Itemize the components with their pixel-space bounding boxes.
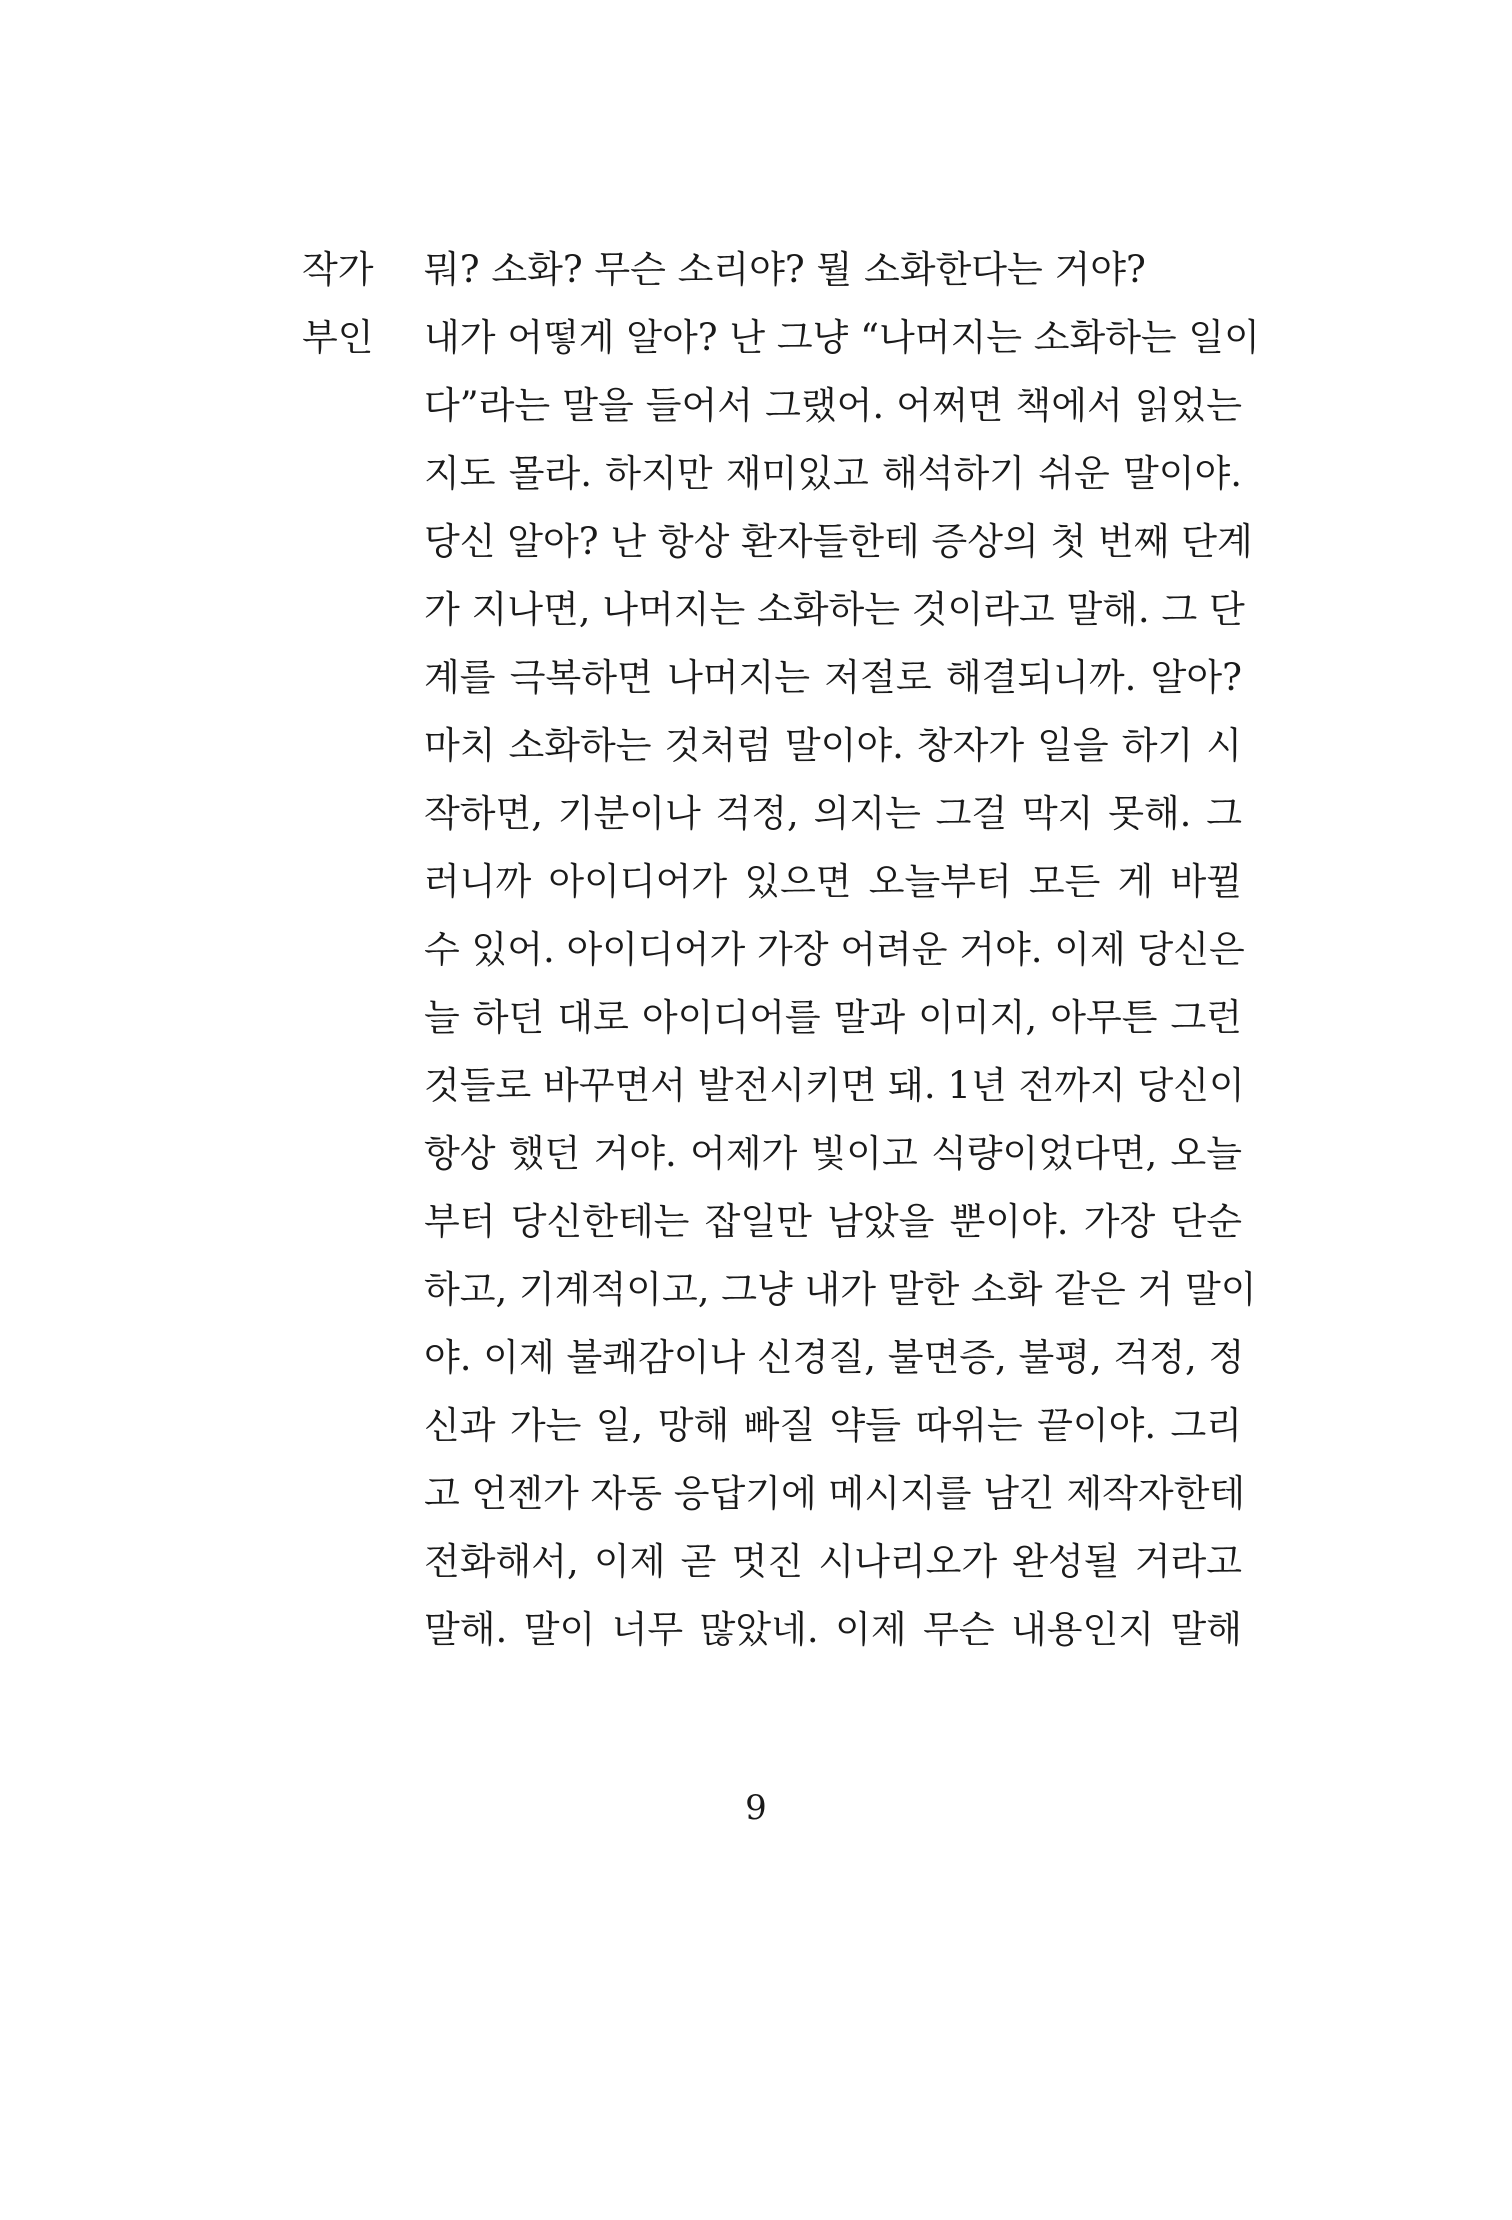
text-line: 신과 가는 일, 망해 빠질 약들 따위는 끝이야. 그리 (424, 1404, 1242, 1447)
text-line: 항상 했던 거야. 어제가 빛이고 식량이었다면, 오늘 (424, 1132, 1242, 1175)
text-line: 다”라는 말을 들어서 그랬어. 어쩌면 책에서 읽었는 (424, 384, 1242, 427)
text-line: 내가 어떻게 알아? 난 그냥 “나머지는 소화하는 일이 (424, 316, 1260, 359)
text-line: 하고, 기계적이고, 그냥 내가 말한 소화 같은 거 말이 (424, 1268, 1257, 1311)
text-line: 것들로 바꾸면서 발전시키면 돼. 1년 전까지 당신이 (424, 1064, 1245, 1107)
text-line: 수 있어. 아이디어가 가장 어려운 거야. 이제 당신은 (424, 928, 1245, 971)
text-line: 고 언젠가 자동 응답기에 메시지를 남긴 제작자한테 (424, 1472, 1246, 1515)
text-line: 전화해서, 이제 곧 멋진 시나리오가 완성될 거라고 (424, 1540, 1242, 1583)
page-number: 9 (745, 1788, 767, 1828)
speech-wife (302, 304, 1260, 1664)
text-line: 작하면, 기분이나 걱정, 의지는 그걸 막지 못해. 그 (424, 792, 1242, 835)
text-line: 늘 하던 대로 아이디어를 말과 이미지, 아무튼 그런 (424, 996, 1242, 1039)
speaker-label: 작가 (302, 248, 374, 291)
speech-writer (302, 236, 1242, 304)
text-line: 뭐? 소화? 무슨 소리야? 뭘 소화한다는 거야? (424, 248, 1146, 291)
text-line: 계를 극복하면 나머지는 저절로 해결되니까. 알아? (424, 656, 1242, 699)
text-line: 부터 당신한테는 잡일만 남았을 뿐이야. 가장 단순 (424, 1200, 1242, 1243)
text-line: 당신 알아? 난 항상 환자들한테 증상의 첫 번째 단계 (424, 520, 1253, 563)
speech-text (424, 304, 1260, 1664)
text-line: 가 지나면, 나머지는 소화하는 것이라고 말해. 그 단 (424, 588, 1245, 631)
text-line: 말해. 말이 너무 많았네. 이제 무슨 내용인지 말해 (424, 1608, 1242, 1651)
text-line: 지도 몰라. 하지만 재미있고 해석하기 쉬운 말이야. (424, 452, 1242, 495)
dialogue-block (302, 236, 1260, 1664)
speech-text (424, 236, 1242, 304)
text-line: 마치 소화하는 것처럼 말이야. 창자가 일을 하기 시 (424, 724, 1242, 767)
speaker-label: 부인 (302, 316, 374, 359)
text-line: 야. 이제 불쾌감이나 신경질, 불면증, 불평, 걱정, 정 (424, 1336, 1245, 1379)
text-line: 러니까 아이디어가 있으면 오늘부터 모든 게 바뀔 (424, 860, 1242, 903)
